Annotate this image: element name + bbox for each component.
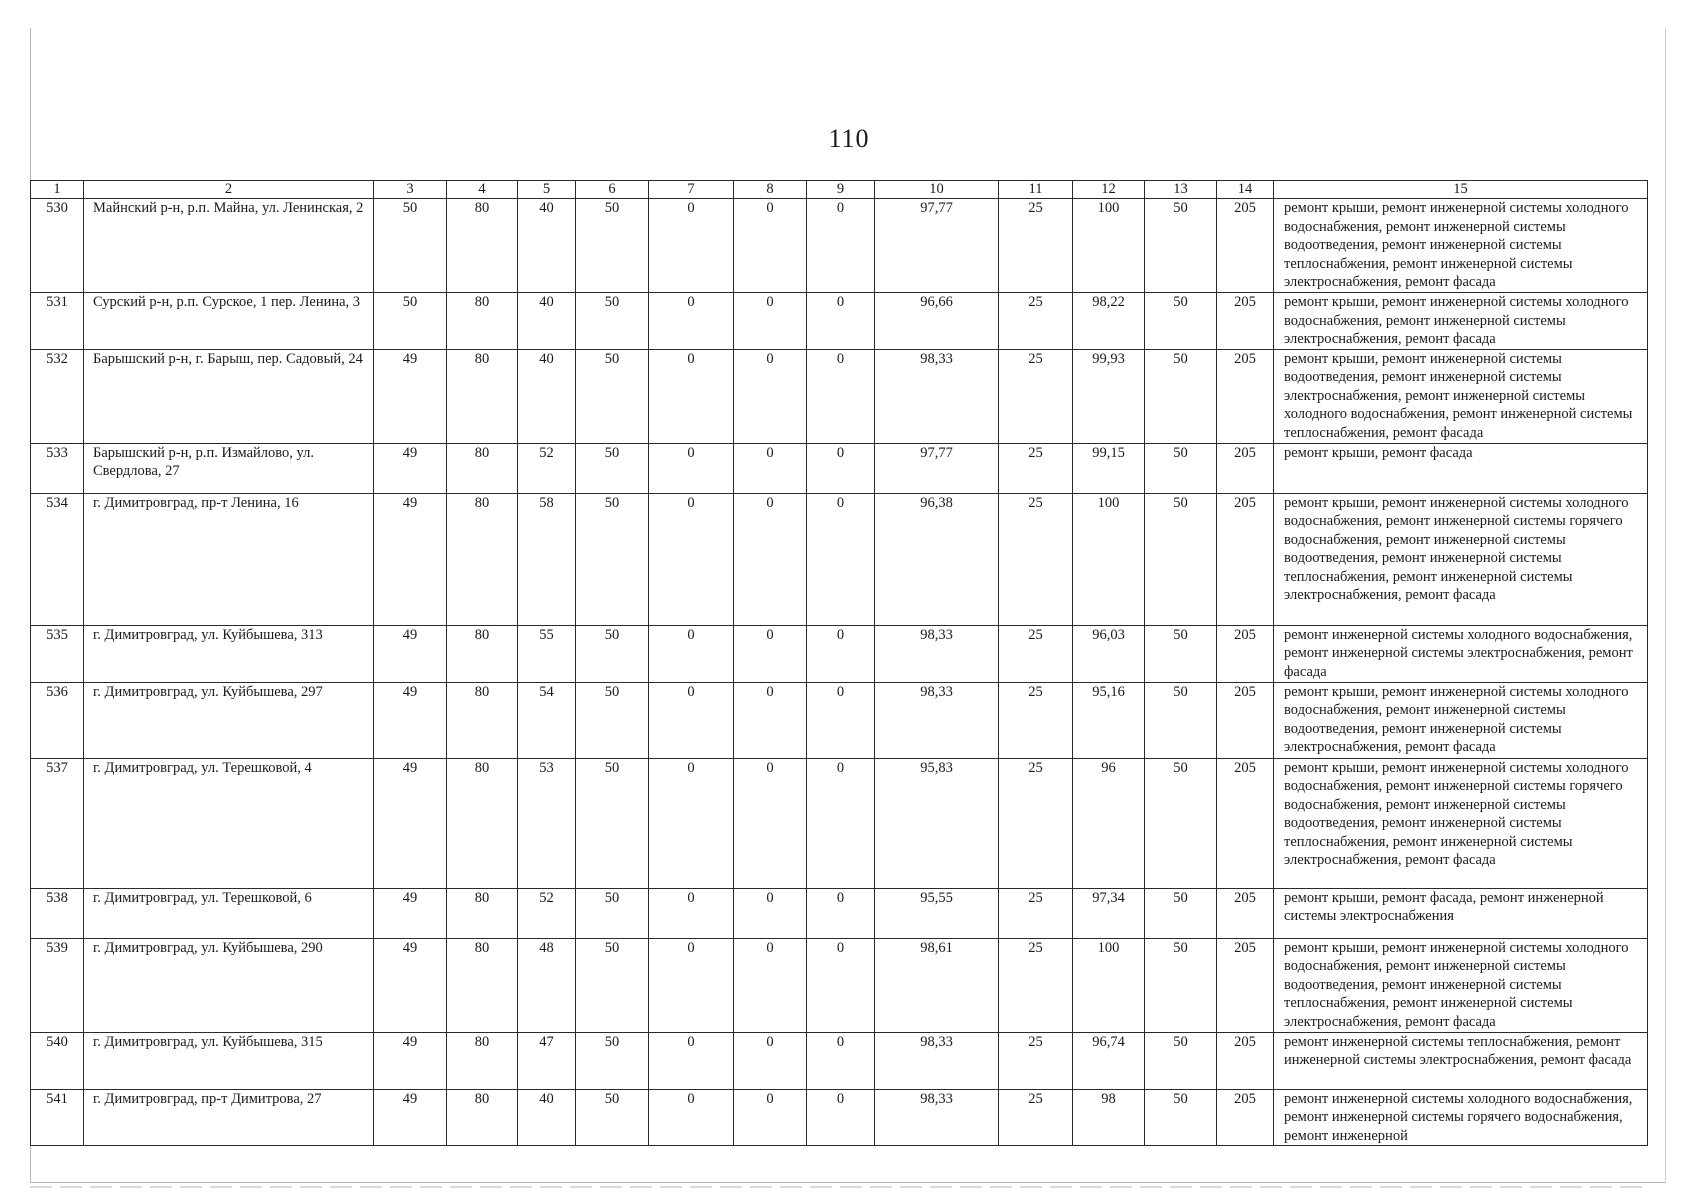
value-cell: 40 bbox=[518, 293, 576, 350]
row-index: 533 bbox=[31, 443, 84, 493]
value-cell: 0 bbox=[649, 625, 734, 682]
table-row bbox=[31, 1089, 1648, 1146]
value-cell: 50 bbox=[374, 293, 447, 350]
column-header: 10 bbox=[875, 181, 999, 199]
work-description: ремонт инженерной системы холодного водоснабжения, ремонт инженерной системы электроснабжения, ремонт фасада bbox=[1274, 625, 1648, 682]
column-header: 11 bbox=[999, 181, 1073, 199]
work-description: ремонт крыши, ремонт инженерной системы холодного водоснабжения, ремонт инженерной системы горячего водоснабжения, ремонт инженерной системы водоотведения, ремонт инженерной системы теплоснабжения, ремонт инженерной системы электроснабжения, ремонт фасада bbox=[1274, 758, 1648, 888]
value-cell: 0 bbox=[807, 938, 875, 1032]
work-description: ремонт крыши, ремонт инженерной системы холодного водоснабжения, ремонт инженерной системы водоотведения, ремонт инженерной системы теплоснабжения, ремонт инженерной системы электроснабжения, ремонт фасада bbox=[1274, 938, 1648, 1032]
page-number: 110 bbox=[828, 124, 870, 153]
value-cell: 205 bbox=[1217, 1089, 1274, 1146]
value-cell: 80 bbox=[447, 493, 518, 625]
value-cell: 80 bbox=[447, 682, 518, 758]
value-cell: 96,66 bbox=[875, 293, 999, 350]
value-cell: 0 bbox=[807, 493, 875, 625]
value-cell: 0 bbox=[734, 625, 807, 682]
value-cell: 205 bbox=[1217, 1032, 1274, 1089]
value-cell: 50 bbox=[576, 1089, 649, 1146]
address-cell: Сурский р-н, р.п. Сурское, 1 пер. Ленина, 3 bbox=[84, 293, 374, 350]
value-cell: 0 bbox=[649, 1089, 734, 1146]
column-header: 14 bbox=[1217, 181, 1274, 199]
work-description: ремонт крыши, ремонт инженерной системы водоотведения, ремонт инженерной системы электроснабжения, ремонт инженерной системы холодного водоснабжения, ремонт инженерной системы теплоснабжения, ремонт фасада bbox=[1274, 349, 1648, 443]
value-cell: 52 bbox=[518, 888, 576, 938]
value-cell: 50 bbox=[576, 625, 649, 682]
table-row bbox=[31, 1032, 1648, 1089]
value-cell: 0 bbox=[807, 199, 875, 293]
work-description: ремонт крыши, ремонт инженерной системы холодного водоснабжения, ремонт инженерной системы горячего водоснабжения, ремонт инженерной системы водоотведения, ремонт инженерной системы теплоснабжения, ремонт инженерной системы электроснабжения, ремонт фасада bbox=[1274, 493, 1648, 625]
address-cell: Барышский р-н, г. Барыш, пер. Садовый, 24 bbox=[84, 349, 374, 443]
value-cell: 25 bbox=[999, 293, 1073, 350]
column-header: 7 bbox=[649, 181, 734, 199]
table-row bbox=[31, 758, 1648, 888]
value-cell: 50 bbox=[576, 493, 649, 625]
value-cell: 0 bbox=[649, 199, 734, 293]
column-header: 8 bbox=[734, 181, 807, 199]
work-description: ремонт инженерной системы холодного водоснабжения, ремонт инженерной системы горячего водоснабжения, ремонт инженерной bbox=[1274, 1089, 1648, 1146]
value-cell: 100 bbox=[1073, 199, 1145, 293]
table-row bbox=[31, 493, 1648, 625]
address-cell: г. Димитровград, ул. Терешковой, 4 bbox=[84, 758, 374, 888]
column-header: 3 bbox=[374, 181, 447, 199]
value-cell: 25 bbox=[999, 888, 1073, 938]
address-cell: г. Димитровград, ул. Куйбышева, 290 bbox=[84, 938, 374, 1032]
column-header: 4 bbox=[447, 181, 518, 199]
value-cell: 205 bbox=[1217, 938, 1274, 1032]
column-header: 6 bbox=[576, 181, 649, 199]
value-cell: 50 bbox=[576, 199, 649, 293]
value-cell: 99,15 bbox=[1073, 443, 1145, 493]
value-cell: 52 bbox=[518, 443, 576, 493]
value-cell: 80 bbox=[447, 293, 518, 350]
value-cell: 50 bbox=[1145, 1032, 1217, 1089]
value-cell: 0 bbox=[649, 1032, 734, 1089]
value-cell: 0 bbox=[807, 293, 875, 350]
table-row bbox=[31, 625, 1648, 682]
value-cell: 98,33 bbox=[875, 1089, 999, 1146]
value-cell: 97,34 bbox=[1073, 888, 1145, 938]
value-cell: 205 bbox=[1217, 625, 1274, 682]
address-cell: Барышский р-н, р.п. Измайлово, ул. Свердлова, 27 bbox=[84, 443, 374, 493]
value-cell: 205 bbox=[1217, 493, 1274, 625]
value-cell: 50 bbox=[576, 1032, 649, 1089]
value-cell: 25 bbox=[999, 938, 1073, 1032]
table-row bbox=[31, 349, 1648, 443]
value-cell: 80 bbox=[447, 888, 518, 938]
value-cell: 80 bbox=[447, 199, 518, 293]
value-cell: 55 bbox=[518, 625, 576, 682]
address-cell: г. Димитровград, ул. Куйбышева, 313 bbox=[84, 625, 374, 682]
value-cell: 49 bbox=[374, 888, 447, 938]
value-cell: 48 bbox=[518, 938, 576, 1032]
value-cell: 0 bbox=[649, 682, 734, 758]
value-cell: 50 bbox=[576, 349, 649, 443]
value-cell: 40 bbox=[518, 349, 576, 443]
value-cell: 50 bbox=[1145, 625, 1217, 682]
scan-edge-artifact bbox=[30, 1186, 1650, 1188]
value-cell: 0 bbox=[734, 493, 807, 625]
work-description: ремонт инженерной системы теплоснабжения, ремонт инженерной системы электроснабжения, ремонт фасада bbox=[1274, 1032, 1648, 1089]
row-index: 540 bbox=[31, 1032, 84, 1089]
value-cell: 0 bbox=[649, 293, 734, 350]
address-cell: Майнский р-н, р.п. Майна, ул. Ленинская, 2 bbox=[84, 199, 374, 293]
value-cell: 0 bbox=[734, 1089, 807, 1146]
column-header: 5 bbox=[518, 181, 576, 199]
value-cell: 49 bbox=[374, 493, 447, 625]
value-cell: 205 bbox=[1217, 199, 1274, 293]
value-cell: 0 bbox=[807, 1089, 875, 1146]
value-cell: 96,03 bbox=[1073, 625, 1145, 682]
value-cell: 99,93 bbox=[1073, 349, 1145, 443]
value-cell: 54 bbox=[518, 682, 576, 758]
value-cell: 47 bbox=[518, 1032, 576, 1089]
value-cell: 98,22 bbox=[1073, 293, 1145, 350]
value-cell: 205 bbox=[1217, 443, 1274, 493]
row-index: 532 bbox=[31, 349, 84, 443]
value-cell: 25 bbox=[999, 1032, 1073, 1089]
value-cell: 80 bbox=[447, 349, 518, 443]
value-cell: 50 bbox=[1145, 293, 1217, 350]
value-cell: 80 bbox=[447, 625, 518, 682]
value-cell: 50 bbox=[1145, 199, 1217, 293]
value-cell: 50 bbox=[576, 443, 649, 493]
value-cell: 50 bbox=[1145, 349, 1217, 443]
address-cell: г. Димитровград, ул. Куйбышева, 297 bbox=[84, 682, 374, 758]
value-cell: 98,33 bbox=[875, 682, 999, 758]
value-cell: 205 bbox=[1217, 758, 1274, 888]
column-header: 15 bbox=[1274, 181, 1648, 199]
value-cell: 50 bbox=[1145, 758, 1217, 888]
value-cell: 98,33 bbox=[875, 1032, 999, 1089]
value-cell: 80 bbox=[447, 1089, 518, 1146]
row-index: 539 bbox=[31, 938, 84, 1032]
address-cell: г. Димитровград, пр-т Димитрова, 27 bbox=[84, 1089, 374, 1146]
value-cell: 25 bbox=[999, 199, 1073, 293]
table-row bbox=[31, 938, 1648, 1032]
value-cell: 50 bbox=[1145, 682, 1217, 758]
header-row bbox=[31, 181, 1648, 199]
value-cell: 49 bbox=[374, 1089, 447, 1146]
row-index: 531 bbox=[31, 293, 84, 350]
value-cell: 25 bbox=[999, 758, 1073, 888]
work-description: ремонт крыши, ремонт инженерной системы холодного водоснабжения, ремонт инженерной системы водоотведения, ремонт инженерной системы теплоснабжения, ремонт инженерной системы электроснабжения, ремонт фасада bbox=[1274, 199, 1648, 293]
address-cell: г. Димитровград, ул. Терешковой, 6 bbox=[84, 888, 374, 938]
column-header: 1 bbox=[31, 181, 84, 199]
value-cell: 50 bbox=[576, 293, 649, 350]
value-cell: 0 bbox=[807, 758, 875, 888]
value-cell: 50 bbox=[576, 888, 649, 938]
value-cell: 0 bbox=[807, 349, 875, 443]
row-index: 541 bbox=[31, 1089, 84, 1146]
value-cell: 0 bbox=[734, 199, 807, 293]
value-cell: 49 bbox=[374, 938, 447, 1032]
value-cell: 95,55 bbox=[875, 888, 999, 938]
value-cell: 98,33 bbox=[875, 625, 999, 682]
value-cell: 50 bbox=[576, 682, 649, 758]
row-index: 530 bbox=[31, 199, 84, 293]
value-cell: 25 bbox=[999, 349, 1073, 443]
value-cell: 80 bbox=[447, 443, 518, 493]
value-cell: 0 bbox=[734, 1032, 807, 1089]
value-cell: 40 bbox=[518, 1089, 576, 1146]
value-cell: 50 bbox=[1145, 1089, 1217, 1146]
value-cell: 0 bbox=[734, 888, 807, 938]
row-index: 534 bbox=[31, 493, 84, 625]
value-cell: 96,38 bbox=[875, 493, 999, 625]
value-cell: 0 bbox=[734, 682, 807, 758]
value-cell: 80 bbox=[447, 1032, 518, 1089]
table-row bbox=[31, 888, 1648, 938]
value-cell: 96 bbox=[1073, 758, 1145, 888]
value-cell: 50 bbox=[1145, 443, 1217, 493]
value-cell: 0 bbox=[649, 938, 734, 1032]
value-cell: 95,83 bbox=[875, 758, 999, 888]
value-cell: 205 bbox=[1217, 349, 1274, 443]
address-cell: г. Димитровград, ул. Куйбышева, 315 bbox=[84, 1032, 374, 1089]
row-index: 538 bbox=[31, 888, 84, 938]
value-cell: 25 bbox=[999, 682, 1073, 758]
value-cell: 50 bbox=[1145, 888, 1217, 938]
value-cell: 50 bbox=[374, 199, 447, 293]
table-row bbox=[31, 199, 1648, 293]
value-cell: 0 bbox=[649, 888, 734, 938]
value-cell: 40 bbox=[518, 199, 576, 293]
value-cell: 49 bbox=[374, 443, 447, 493]
value-cell: 49 bbox=[374, 682, 447, 758]
value-cell: 0 bbox=[807, 1032, 875, 1089]
value-cell: 80 bbox=[447, 938, 518, 1032]
value-cell: 0 bbox=[649, 349, 734, 443]
value-cell: 50 bbox=[576, 938, 649, 1032]
value-cell: 49 bbox=[374, 1032, 447, 1089]
table-row bbox=[31, 293, 1648, 350]
row-index: 537 bbox=[31, 758, 84, 888]
value-cell: 49 bbox=[374, 349, 447, 443]
value-cell: 50 bbox=[1145, 493, 1217, 625]
column-header: 2 bbox=[84, 181, 374, 199]
document-table bbox=[30, 180, 1648, 1146]
row-index: 535 bbox=[31, 625, 84, 682]
value-cell: 97,77 bbox=[875, 199, 999, 293]
value-cell: 50 bbox=[576, 758, 649, 888]
column-header: 12 bbox=[1073, 181, 1145, 199]
value-cell: 0 bbox=[649, 758, 734, 888]
value-cell: 98,61 bbox=[875, 938, 999, 1032]
value-cell: 0 bbox=[734, 758, 807, 888]
value-cell: 98,33 bbox=[875, 349, 999, 443]
value-cell: 25 bbox=[999, 625, 1073, 682]
value-cell: 100 bbox=[1073, 938, 1145, 1032]
value-cell: 205 bbox=[1217, 888, 1274, 938]
value-cell: 49 bbox=[374, 625, 447, 682]
row-index: 536 bbox=[31, 682, 84, 758]
value-cell: 50 bbox=[1145, 938, 1217, 1032]
work-description: ремонт крыши, ремонт инженерной системы холодного водоснабжения, ремонт инженерной системы электроснабжения, ремонт фасада bbox=[1274, 293, 1648, 350]
value-cell: 96,74 bbox=[1073, 1032, 1145, 1089]
value-cell: 25 bbox=[999, 443, 1073, 493]
value-cell: 100 bbox=[1073, 493, 1145, 625]
address-cell: г. Димитровград, пр-т Ленина, 16 bbox=[84, 493, 374, 625]
work-description: ремонт крыши, ремонт инженерной системы холодного водоснабжения, ремонт инженерной системы водоотведения, ремонт инженерной системы электроснабжения, ремонт фасада bbox=[1274, 682, 1648, 758]
value-cell: 97,77 bbox=[875, 443, 999, 493]
value-cell: 0 bbox=[734, 443, 807, 493]
value-cell: 0 bbox=[649, 493, 734, 625]
value-cell: 25 bbox=[999, 1089, 1073, 1146]
value-cell: 98 bbox=[1073, 1089, 1145, 1146]
value-cell: 0 bbox=[734, 938, 807, 1032]
value-cell: 0 bbox=[734, 293, 807, 350]
value-cell: 205 bbox=[1217, 293, 1274, 350]
value-cell: 58 bbox=[518, 493, 576, 625]
value-cell: 95,16 bbox=[1073, 682, 1145, 758]
value-cell: 0 bbox=[807, 625, 875, 682]
column-header: 13 bbox=[1145, 181, 1217, 199]
value-cell: 0 bbox=[807, 443, 875, 493]
value-cell: 0 bbox=[734, 349, 807, 443]
value-cell: 49 bbox=[374, 758, 447, 888]
value-cell: 0 bbox=[649, 443, 734, 493]
value-cell: 53 bbox=[518, 758, 576, 888]
table-row bbox=[31, 443, 1648, 493]
work-description: ремонт крыши, ремонт фасада bbox=[1274, 443, 1648, 493]
value-cell: 25 bbox=[999, 493, 1073, 625]
table-row bbox=[31, 682, 1648, 758]
value-cell: 0 bbox=[807, 682, 875, 758]
value-cell: 80 bbox=[447, 758, 518, 888]
column-header: 9 bbox=[807, 181, 875, 199]
value-cell: 205 bbox=[1217, 682, 1274, 758]
value-cell: 0 bbox=[807, 888, 875, 938]
work-description: ремонт крыши, ремонт фасада, ремонт инженерной системы электроснабжения bbox=[1274, 888, 1648, 938]
